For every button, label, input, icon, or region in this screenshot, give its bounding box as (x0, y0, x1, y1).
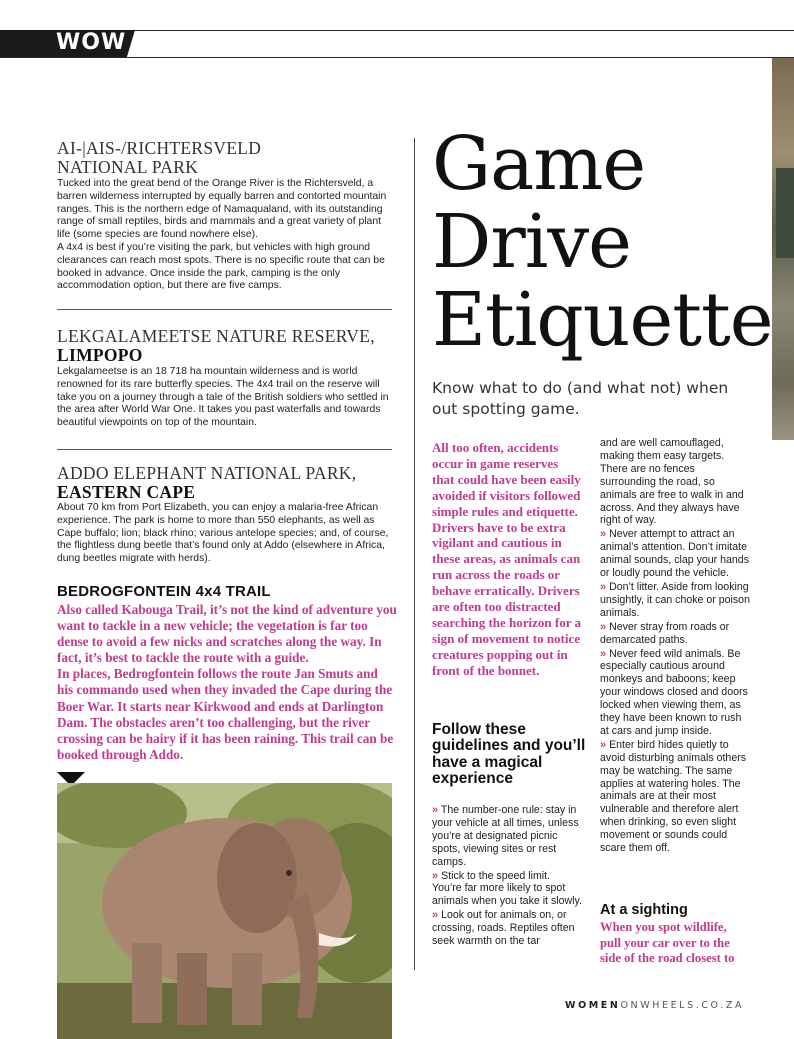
section-body-lekgalameetse: Lekgalameetse is an 18 718 ha mountain wilderness and is world renowned for its rare butterfly species. The 4x4 trail on the reserve will take you on a journey through a tale of the British soldiers who settled in the area after World War One. It takes you past waterfalls and towards beautiful viewpoints on top of the mountain. (57, 366, 389, 429)
section-body-richtersveld: Tucked into the great bend of the Orange River is the Richtersveld, a barren wilderness interrupted by equally barren and contorted mountain ranges. This is the northern edge of Namaqualand, with its outstanding range of small reptiles, birds and mammals and a great variety of plant life (some species are found nowhere else). A 4x4 is best if you’re visiting the park, but vehicles with high ground clearances can reach most spots. There is no specific route that can be booked in advance. Once inside the park, camping is the only accommodation option, but there are five camps. (57, 178, 387, 292)
footer-website: WOMENONWHEELS.CO.ZA (565, 1000, 745, 1011)
article-subtitle: Know what to do (and what not) when out spotting game. (432, 379, 729, 418)
section-body-addo: About 70 km from Port Elizabeth, you can enjoy a malaria-free African experience. The park is home to more than 550 elephants, as well as Cape buffalo; lion; black rhino; various antelope species; and, of course, the flightless dung beetle that’s found only at Addo (elsewhere in Africa, dung beetles migrate with herds). (57, 502, 389, 565)
tip-item: » Never feed wild animals. Be especially cautious around monkeys and baboons; keep your windows closed and doors locked when viewing them, as they have been known to rush at cars and jump inside. (600, 647, 748, 737)
tip-item: » Never attempt to attract an animal’s attention. Don’t imitate animal sounds, clap your hands or loudly pound the vehicle. (600, 528, 749, 580)
trail-title: BEDROGFONTEIN 4x4 TRAIL (57, 583, 271, 600)
elephant-illustration (57, 783, 392, 1039)
tip-item: » Don’t litter. Aside from looking unsightly, it can choke or poison animals. (600, 580, 750, 619)
guidelines-heading: Follow these guidelines and you’ll have a magical experience (432, 721, 586, 788)
chevron-right-icon: » (600, 620, 607, 633)
chevron-right-icon: » (600, 647, 607, 660)
column-divider (414, 138, 415, 970)
sighting-heading: At a sighting (600, 902, 688, 918)
chevron-right-icon: » (432, 909, 439, 922)
elephant-photo (57, 783, 392, 1039)
tip-item: » Look out for animals on, or crossing, roads. Reptiles often seek warmth on the tar (432, 909, 575, 948)
vehicle-photo-crop (772, 58, 794, 440)
chevron-right-icon: » (432, 869, 439, 882)
chevron-right-icon: » (600, 580, 607, 593)
tip-continued: and are well camouflaged, making them easy targets. There are no fences surrounding the road, so animals are free to walk in and across. And they always have right of way. (600, 437, 744, 527)
chevron-right-icon: » (600, 738, 607, 751)
tip-item: » Stick to the speed limit. You’re far more likely to spot animals when you take it slowly. (432, 869, 582, 908)
tip-item: » The number-one rule: stay in your vehicle at all times, unless you’re at designated picnic spots, viewing sites or rest camps. (432, 804, 579, 868)
trail-body: Also called Kabouga Trail, it’s not the kind of adventure you want to tackle in a new vehicle; the vegetation is far too dense to avoid a few nicks and scratches along the way. In fact, it’s best to tackle the route with a guide. In places, Bedrogfontein follows the route Jan Smuts and his commando used when they invaded the Cape during the Boer War. It starts near Kirkwood and ends at Darlington Dam. The obstacles aren’t too challenging, but the river crossing can be hairy if it has been raining. This trail can be booked through Addo. (57, 602, 397, 762)
section-divider (57, 449, 392, 450)
section-divider (57, 309, 392, 310)
section-title-addo: ADDO ELEPHANT NATIONAL PARK, EASTERN CAPE (57, 463, 357, 502)
wow-logo-text: WOW (56, 30, 127, 55)
article-intro: All too often, accidents occur in game reserves that could have been easily avoided if visitors followed simple rules and etiquette. Drivers have to be extra vigilant and cautious in these areas, as animals can run across the roads or behave erratically. Drivers are often too distracted searching the horizon for a sign of movement to notice creatures popping out in front of the bonnet. (432, 440, 582, 678)
section-title-lekgalameetse: LEKGALAMEETSE NATURE RESERVE, LIMPOPO (57, 326, 375, 365)
chevron-right-icon: » (600, 528, 607, 541)
tip-item: » Never stray from roads or demarcated paths. (600, 620, 730, 646)
tips-list-middle (432, 804, 582, 949)
article-title: Game Drive Etiquette (432, 121, 773, 363)
tips-list-right (600, 437, 752, 856)
tip-item: » Enter bird hides quietly to avoid disturbing animals others may be watching. The same applies at watering holes. The animals are at their most vulnerable and therefore alert when drinking, so even slight movement or sounds could scare them off. (600, 738, 747, 855)
chevron-right-icon: » (432, 804, 439, 816)
sighting-text: When you spot wildlife, pull your car over to the side of the road closest to (600, 920, 735, 966)
section-title-richtersveld: AI-|AIS-/RICHTERSVELD NATIONAL PARK (57, 138, 262, 177)
